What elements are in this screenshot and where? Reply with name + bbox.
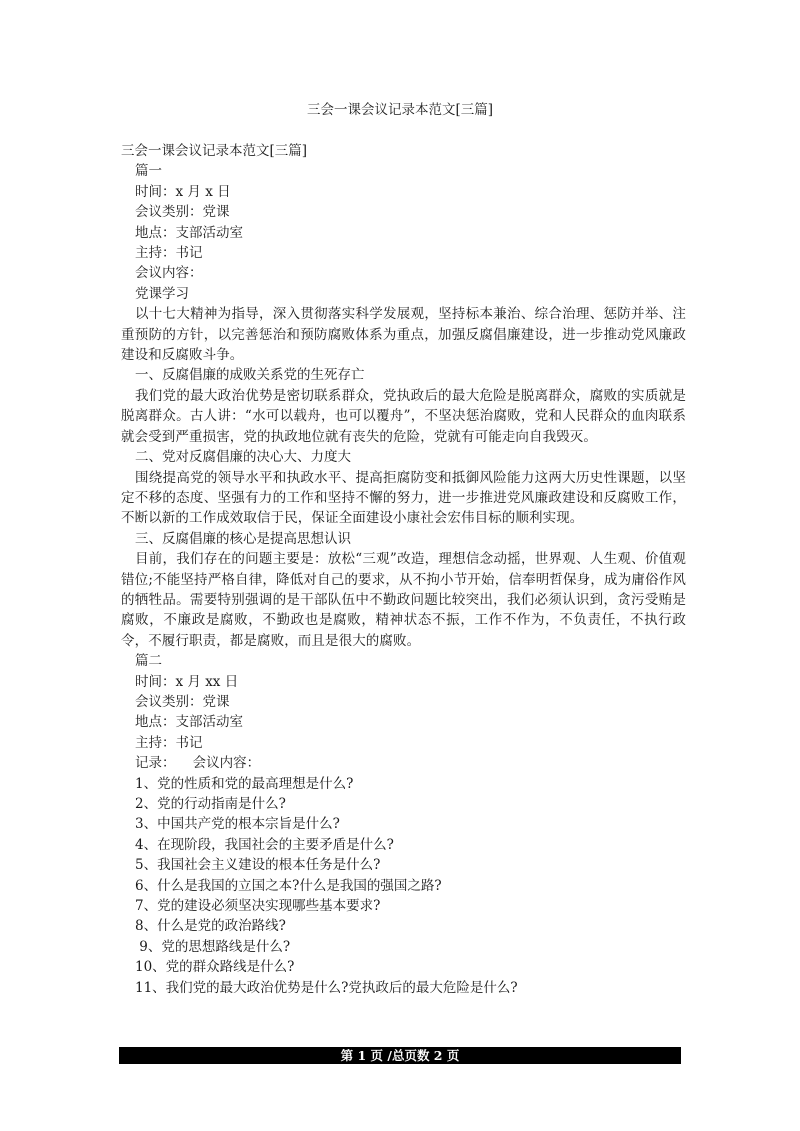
question-item: 2、党的行动指南是什么? <box>135 796 286 812</box>
document-body <box>121 141 686 998</box>
question-item: 7、党的建设必须坚决实现哪些基本要求? <box>135 898 381 915</box>
meeting-category: 会议类别：党课 <box>135 204 230 221</box>
subheading-1: 一、反腐倡廉的成败关系党的生死存亡 <box>135 367 365 384</box>
question-item: 6、什么是我国的立国之本?什么是我国的强国之路? <box>135 877 442 894</box>
intro-paragraph: 以十七大精神为指导，深入贯彻落实科学发展观，坚持标本兼治、综合治理、惩防并举、注重预防的方针，以完善惩治和预防腐败体系为重点，加强反腐倡廉建设，进一步推动党风廉政建设和反腐败斗争。 <box>121 306 686 364</box>
meeting-host: 主持：书记 <box>135 734 203 751</box>
question-item: 3、中国共产党的根本宗旨是什么? <box>135 816 340 833</box>
page-title: 三会一课会议记录本范文[三篇] <box>306 102 494 118</box>
meeting-category: 会议类别：党课 <box>135 693 230 710</box>
meeting-time: 时间：x 月 xx 日 <box>135 673 239 690</box>
meeting-host: 主持：书记 <box>135 245 203 262</box>
section-2-label: 篇二 <box>135 653 162 670</box>
meeting-location: 地点：支部活动室 <box>135 714 243 731</box>
record-label: 记录： 会议内容： <box>135 755 261 772</box>
meeting-location: 地点：支部活动室 <box>135 224 243 241</box>
meeting-topic: 党课学习 <box>135 285 189 302</box>
meeting-content-label: 会议内容： <box>135 265 203 282</box>
paragraph-1: 我们党的最大政治优势是密切联系群众，党执政后的最大危险是脱离群众，腐败的实质就是脱离群众。古人讲：“水可以载舟，也可以覆舟”，不坚决惩治腐败，党和人民群众的血肉联系就会受到严重损害，党的执政地位就有丧失的危险，党就有可能走向自我毁灭。 <box>121 387 686 445</box>
paragraph-2: 围绕提高党的领导水平和执政水平、提高拒腐防变和抵御风险能力这两大历史性课题，以坚定不移的态度、坚强有力的工作和坚持不懈的努力，进一步推进党风廉政建设和反腐败工作，不断以新的工作成效取信于民，保证全面建设小康社会宏伟目标的顺利实现。 <box>121 469 686 527</box>
section-1-label: 篇一 <box>135 163 162 180</box>
question-item: 1、党的性质和党的最高理想是什么? <box>135 775 354 792</box>
question-item: 9、党的思想路线是什么? <box>135 938 291 955</box>
question-item: 4、在现阶段，我国社会的主要矛盾是什么? <box>135 836 394 853</box>
meeting-time: 时间：x 月 x 日 <box>135 183 231 200</box>
question-item: 5、我国社会主义建设的根本任务是什么? <box>135 857 381 874</box>
subheading-3: 三、反腐倡廉的核心是提高思想认识 <box>135 530 351 547</box>
question-item: 10、党的群众路线是什么? <box>135 959 295 976</box>
page-footer: 第 1 页 /总页数 2 页 <box>119 1047 681 1064</box>
document-heading: 三会一课会议记录本范文[三篇] <box>121 143 308 159</box>
question-item: 11、我们党的最大政治优势是什么?党执政后的最大危险是什么? <box>135 979 518 996</box>
paragraph-3: 目前，我们存在的问题主要是：放松“三观”改造，理想信念动摇，世界观、人生观、价值观错位;不能坚持严格自律，降低对自己的要求，从不拘小节开始，信奉明哲保身，成为庸俗作风的牺牲品。需要特别强调的是干部队伍中不勤政问题比较突出，我们必须认识到，贪污受贿是腐败，不廉政是腐败，不勤政也是腐败，精神状态不振，工作不作为，不负责任，不执行政令，不履行职责，都是腐败，而且是很大的腐败。 <box>121 551 686 649</box>
subheading-2: 二、党对反腐倡廉的决心大、力度大 <box>135 449 351 466</box>
question-item: 8、什么是党的政治路线? <box>135 918 286 935</box>
